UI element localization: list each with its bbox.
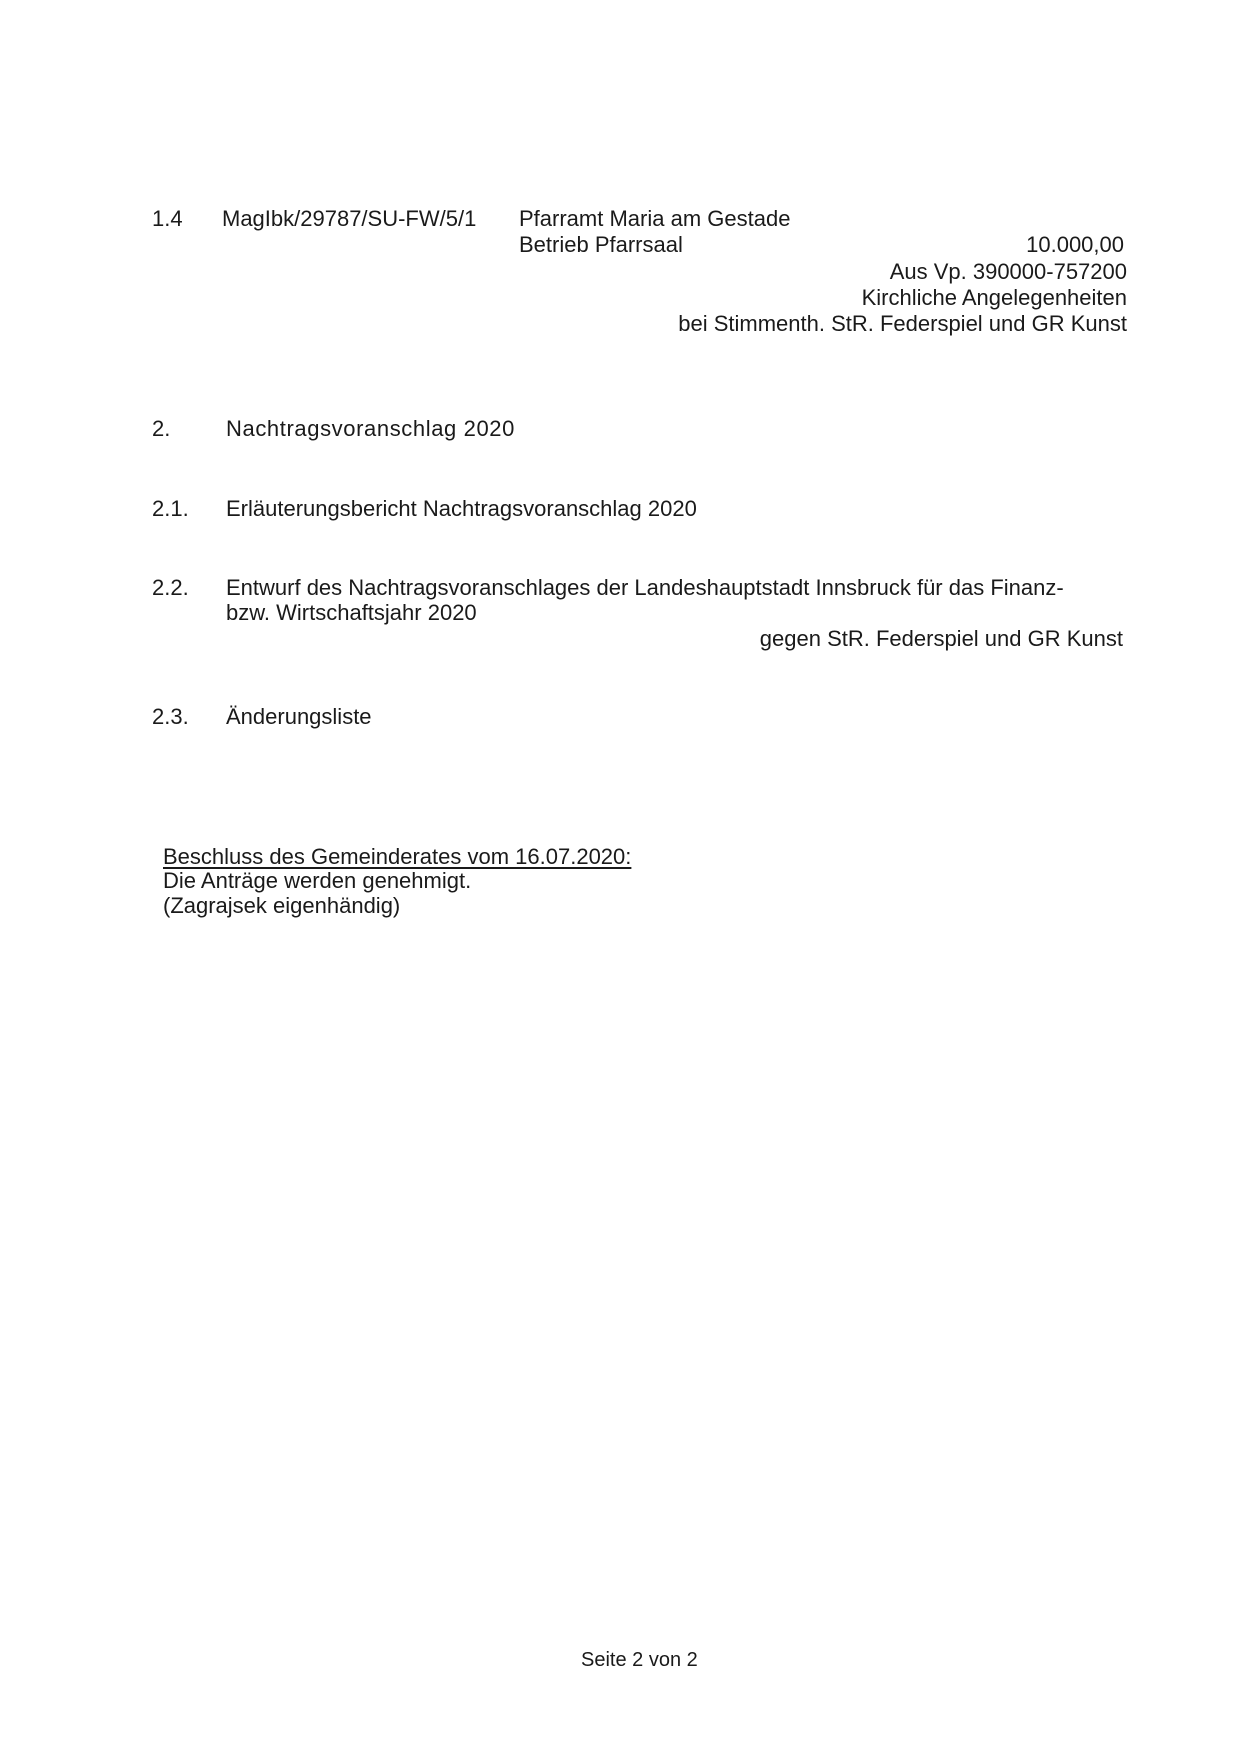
vote-note: gegen StR. Federspiel und GR Kunst bbox=[759, 626, 1123, 651]
grant-amount: 10.000,00 bbox=[1026, 232, 1124, 257]
item-title: Erläuterungsbericht Nachtragsvoranschlag 2020 bbox=[226, 496, 697, 521]
item-title-line-1: Entwurf des Nachtragsvoranschlages der Landeshauptstadt Innsbruck für das Finanz- bbox=[226, 575, 1064, 600]
recipient-name: Pfarramt Maria am Gestade bbox=[519, 206, 791, 231]
vote-note: bei Stimmenth. StR. Federspiel und GR Kunst bbox=[678, 311, 1127, 336]
page-number: Seite 2 von 2 bbox=[581, 1649, 698, 1671]
section-title: Nachtragsvoranschlag 2020 bbox=[226, 416, 515, 441]
item-title-line-2: bzw. Wirtschaftsjahr 2020 bbox=[226, 600, 477, 625]
resolution-heading: Beschluss des Gemeinderates vom 16.07.2020: bbox=[163, 844, 632, 869]
budget-line: Aus Vp. 390000-757200 bbox=[889, 259, 1127, 284]
resolution-text: Die Anträge werden genehmigt. bbox=[163, 868, 472, 893]
item-number: 2.2. bbox=[152, 575, 189, 600]
item-number: 2.3. bbox=[152, 704, 189, 729]
grant-purpose: Betrieb Pfarrsaal bbox=[519, 232, 683, 257]
resolution-signature-note: (Zagrajsek eigenhändig) bbox=[163, 893, 401, 918]
item-title: Änderungsliste bbox=[226, 704, 372, 729]
budget-category: Kirchliche Angelegenheiten bbox=[861, 285, 1127, 310]
item-number: 1.4 bbox=[152, 206, 183, 231]
reference-number: MagIbk/29787/SU-FW/5/1 bbox=[222, 206, 477, 231]
item-number: 2.1. bbox=[152, 496, 189, 521]
section-number: 2. bbox=[152, 416, 171, 441]
